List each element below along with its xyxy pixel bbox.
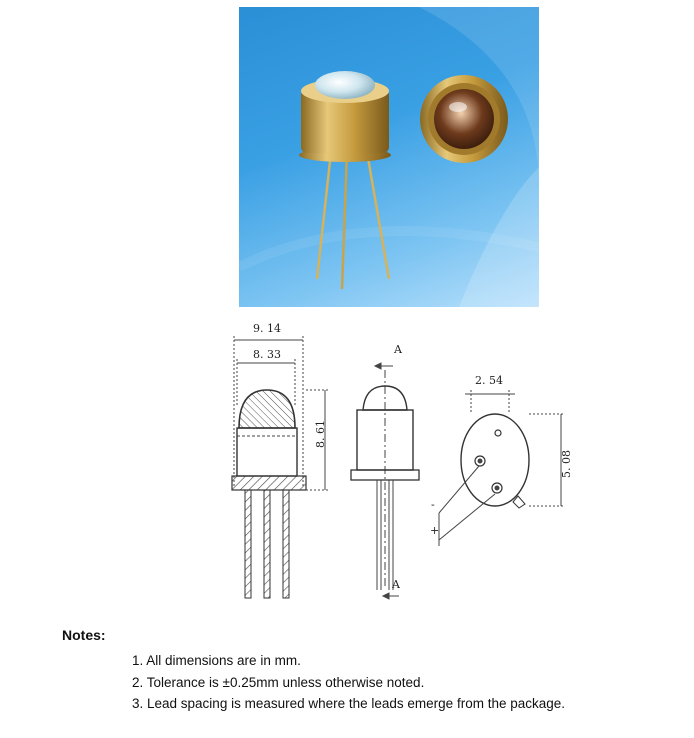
section-label-top: A (394, 343, 402, 356)
polarity-positive: + (430, 524, 440, 537)
polarity-negative: - (431, 498, 435, 511)
notes-title: Notes: (62, 627, 106, 643)
bottom-view (439, 390, 565, 546)
dim-overall-width: 9. 14 (253, 322, 281, 335)
dim-diameter: 5. 08 (560, 450, 573, 478)
dim-lead-spacing: 2. 54 (475, 374, 503, 387)
dim-height: 8. 61 (314, 420, 327, 448)
section-label-bottom: A (392, 578, 400, 591)
notes-list (132, 650, 565, 715)
note-item: 1. All dimensions are in mm. (132, 653, 301, 668)
note-item: 3. Lead spacing is measured where the leads emerge from the package. (132, 696, 566, 711)
product-photo (239, 7, 539, 307)
photo-illustration (239, 7, 539, 307)
mechanical-drawing (225, 318, 585, 608)
dim-body-width: 8. 33 (253, 348, 281, 361)
section-view (232, 336, 329, 598)
front-view (351, 363, 419, 599)
note-item: 2. Tolerance is ±0.25mm unless otherwise noted. (132, 674, 425, 690)
